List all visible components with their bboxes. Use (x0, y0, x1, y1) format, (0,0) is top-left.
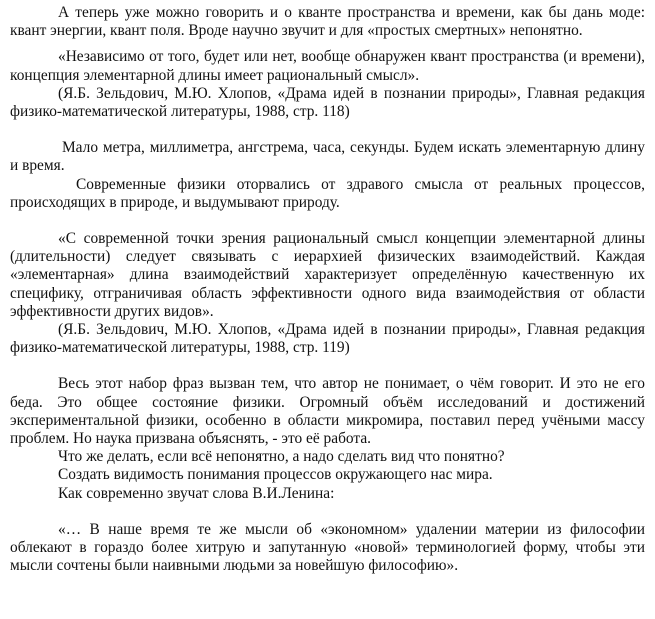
spacer (10, 503, 645, 521)
quote-3: «… В наше время те же мысли об «экономном» удалении материи из философии облекают в гораздо более хитрую и запутанную «новой» терминологией форму, чтобы эти мысли сочтены были наивными людьми за новейшую философию». (10, 520, 645, 575)
line-answer: Создать видимость понимания процессов окружающего нас мира. (58, 466, 493, 484)
quote-1: «Независимо от того, будет или нет, вообще обнаружен квант пространства (и времени), концепция элементарной длины имеет рациональный смысл». (10, 48, 645, 84)
spacer (10, 212, 645, 230)
line-lenin-intro: Как современно звучат слова В.И.Ленина: (58, 484, 335, 502)
quote-2-source: (Я.Б. Зельдович, М.Ю. Хлопов, «Драма идей в познании природы», Главная редакция физико-математической литературы, 1988, стр. 119) (10, 321, 645, 357)
spacer (10, 121, 645, 139)
quote-2: «С современной точки зрения рациональный смысл концепции элементарной длины (длительности) следует связывать с иерархией физических взаимодействий. Каждая «элементарная» длина взаимодействий характеризует определённую качественную их специфику, отграничивая область эффективности одного вида взаимодействия от области эффективности других видов». (10, 230, 645, 320)
spacer (10, 357, 645, 375)
quote-1-source: (Я.Б. Зельдович, М.Ю. Хлопов, «Драма идей в познании природы», Главная редакция физико-математической литературы, 1988, стр. 118) (10, 84, 645, 121)
paragraph-units: Мало метра, миллиметра, ангстрема, часа, секунды. Будем искать элементарную длину и время. (10, 139, 645, 175)
paragraph-critique: Весь этот набор фраз вызван тем, что автор не понимает, о чём говорит. И это не его беда. Это общее состояние физики. Огромный объём исследований и достижений экспериментальной физики, особенно в области микромира, поставил перед учёными массу проблем. Но наука призвана объяснять, - это её работа. (10, 375, 645, 448)
paragraph-intro: А теперь уже можно говорить и о кванте пространства и времени, как бы дань моде: квант энергии, квант поля. Вроде научно звучит и для «простых смертных» непонятно. (10, 4, 645, 40)
line-question: Что же делать, если всё непонятно, а надо сделать вид что понятно? (58, 448, 505, 466)
paragraph-physicists: Современные физики оторвались от здравого смысла от реальных процессов, происходящих в природе, и выдумывают природу. (10, 175, 645, 211)
spacer (10, 40, 645, 48)
